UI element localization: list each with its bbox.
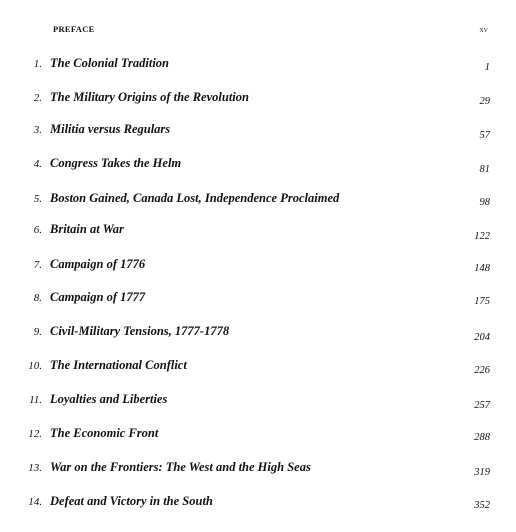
toc-entry xyxy=(0,90,516,114)
preface-label: PREFACE xyxy=(53,24,95,34)
chapter-title: The Military Origins of the Revolution xyxy=(50,90,249,104)
chapter-number: 14. xyxy=(28,496,42,508)
toc-entry xyxy=(0,358,516,382)
chapter-title: Civil-Military Tensions, 1777-1778 xyxy=(50,324,230,338)
chapter-page-number: 175 xyxy=(474,296,490,307)
chapter-page-number: 29 xyxy=(479,96,490,107)
chapter-page-number: 1 xyxy=(484,62,490,73)
chapter-number: 3. xyxy=(33,124,42,136)
toc-entry xyxy=(0,290,516,314)
chapter-page-number: 98 xyxy=(479,197,490,208)
chapter-page-number: 288 xyxy=(474,432,490,443)
chapter-number: 1. xyxy=(33,58,42,70)
chapter-page-number: 204 xyxy=(474,332,490,343)
chapter-number: 13. xyxy=(28,462,42,474)
toc-entry xyxy=(0,222,516,246)
chapter-title: The Colonial Tradition xyxy=(50,56,170,70)
preface-page-number: xv xyxy=(479,24,488,34)
toc-entry xyxy=(0,460,516,484)
chapter-page-number: 122 xyxy=(474,231,490,242)
chapter-page-number: 148 xyxy=(474,263,490,274)
chapter-title: War on the Frontiers: The West and the High Seas xyxy=(50,460,311,474)
toc-entry xyxy=(0,156,516,180)
chapter-title: The Economic Front xyxy=(50,426,159,440)
toc-entry xyxy=(0,392,516,416)
chapter-title: Campaign of 1777 xyxy=(50,290,146,304)
chapter-number: 7. xyxy=(33,259,42,271)
chapter-number: 11. xyxy=(29,394,42,406)
chapter-title: Congress Takes the Helm xyxy=(50,156,182,170)
preface-row xyxy=(0,24,516,40)
chapter-title: Boston Gained, Canada Lost, Independence Proclaimed xyxy=(50,191,340,205)
chapter-page-number: 81 xyxy=(479,164,490,175)
toc-entry xyxy=(0,324,516,348)
chapter-page-number: 226 xyxy=(474,365,490,376)
chapter-number: 6. xyxy=(33,224,42,236)
chapter-page-number: 257 xyxy=(474,400,490,411)
chapter-title: Campaign of 1776 xyxy=(50,257,146,271)
chapter-page-number: 57 xyxy=(479,130,490,141)
chapter-number: 9. xyxy=(33,326,42,338)
toc-entry xyxy=(0,426,516,450)
chapter-number: 2. xyxy=(33,92,42,104)
toc-entry xyxy=(0,191,516,215)
chapter-title: Britain at War xyxy=(50,222,124,236)
chapter-number: 12. xyxy=(28,428,42,440)
toc-entry xyxy=(0,257,516,281)
toc-entry xyxy=(0,56,516,80)
toc-entry xyxy=(0,494,516,518)
chapter-number: 8. xyxy=(33,292,42,304)
chapter-page-number: 352 xyxy=(474,500,490,511)
chapter-number: 4. xyxy=(33,158,42,170)
chapter-number: 5. xyxy=(33,193,42,205)
chapter-title: The International Conflict xyxy=(50,358,187,372)
chapter-title: Militia versus Regulars xyxy=(50,122,171,136)
chapter-number: 10. xyxy=(28,360,42,372)
chapter-page-number: 319 xyxy=(474,467,490,478)
chapter-title: Loyalties and Liberties xyxy=(50,392,168,406)
toc-entry xyxy=(0,122,516,146)
chapter-title: Defeat and Victory in the South xyxy=(50,494,213,508)
